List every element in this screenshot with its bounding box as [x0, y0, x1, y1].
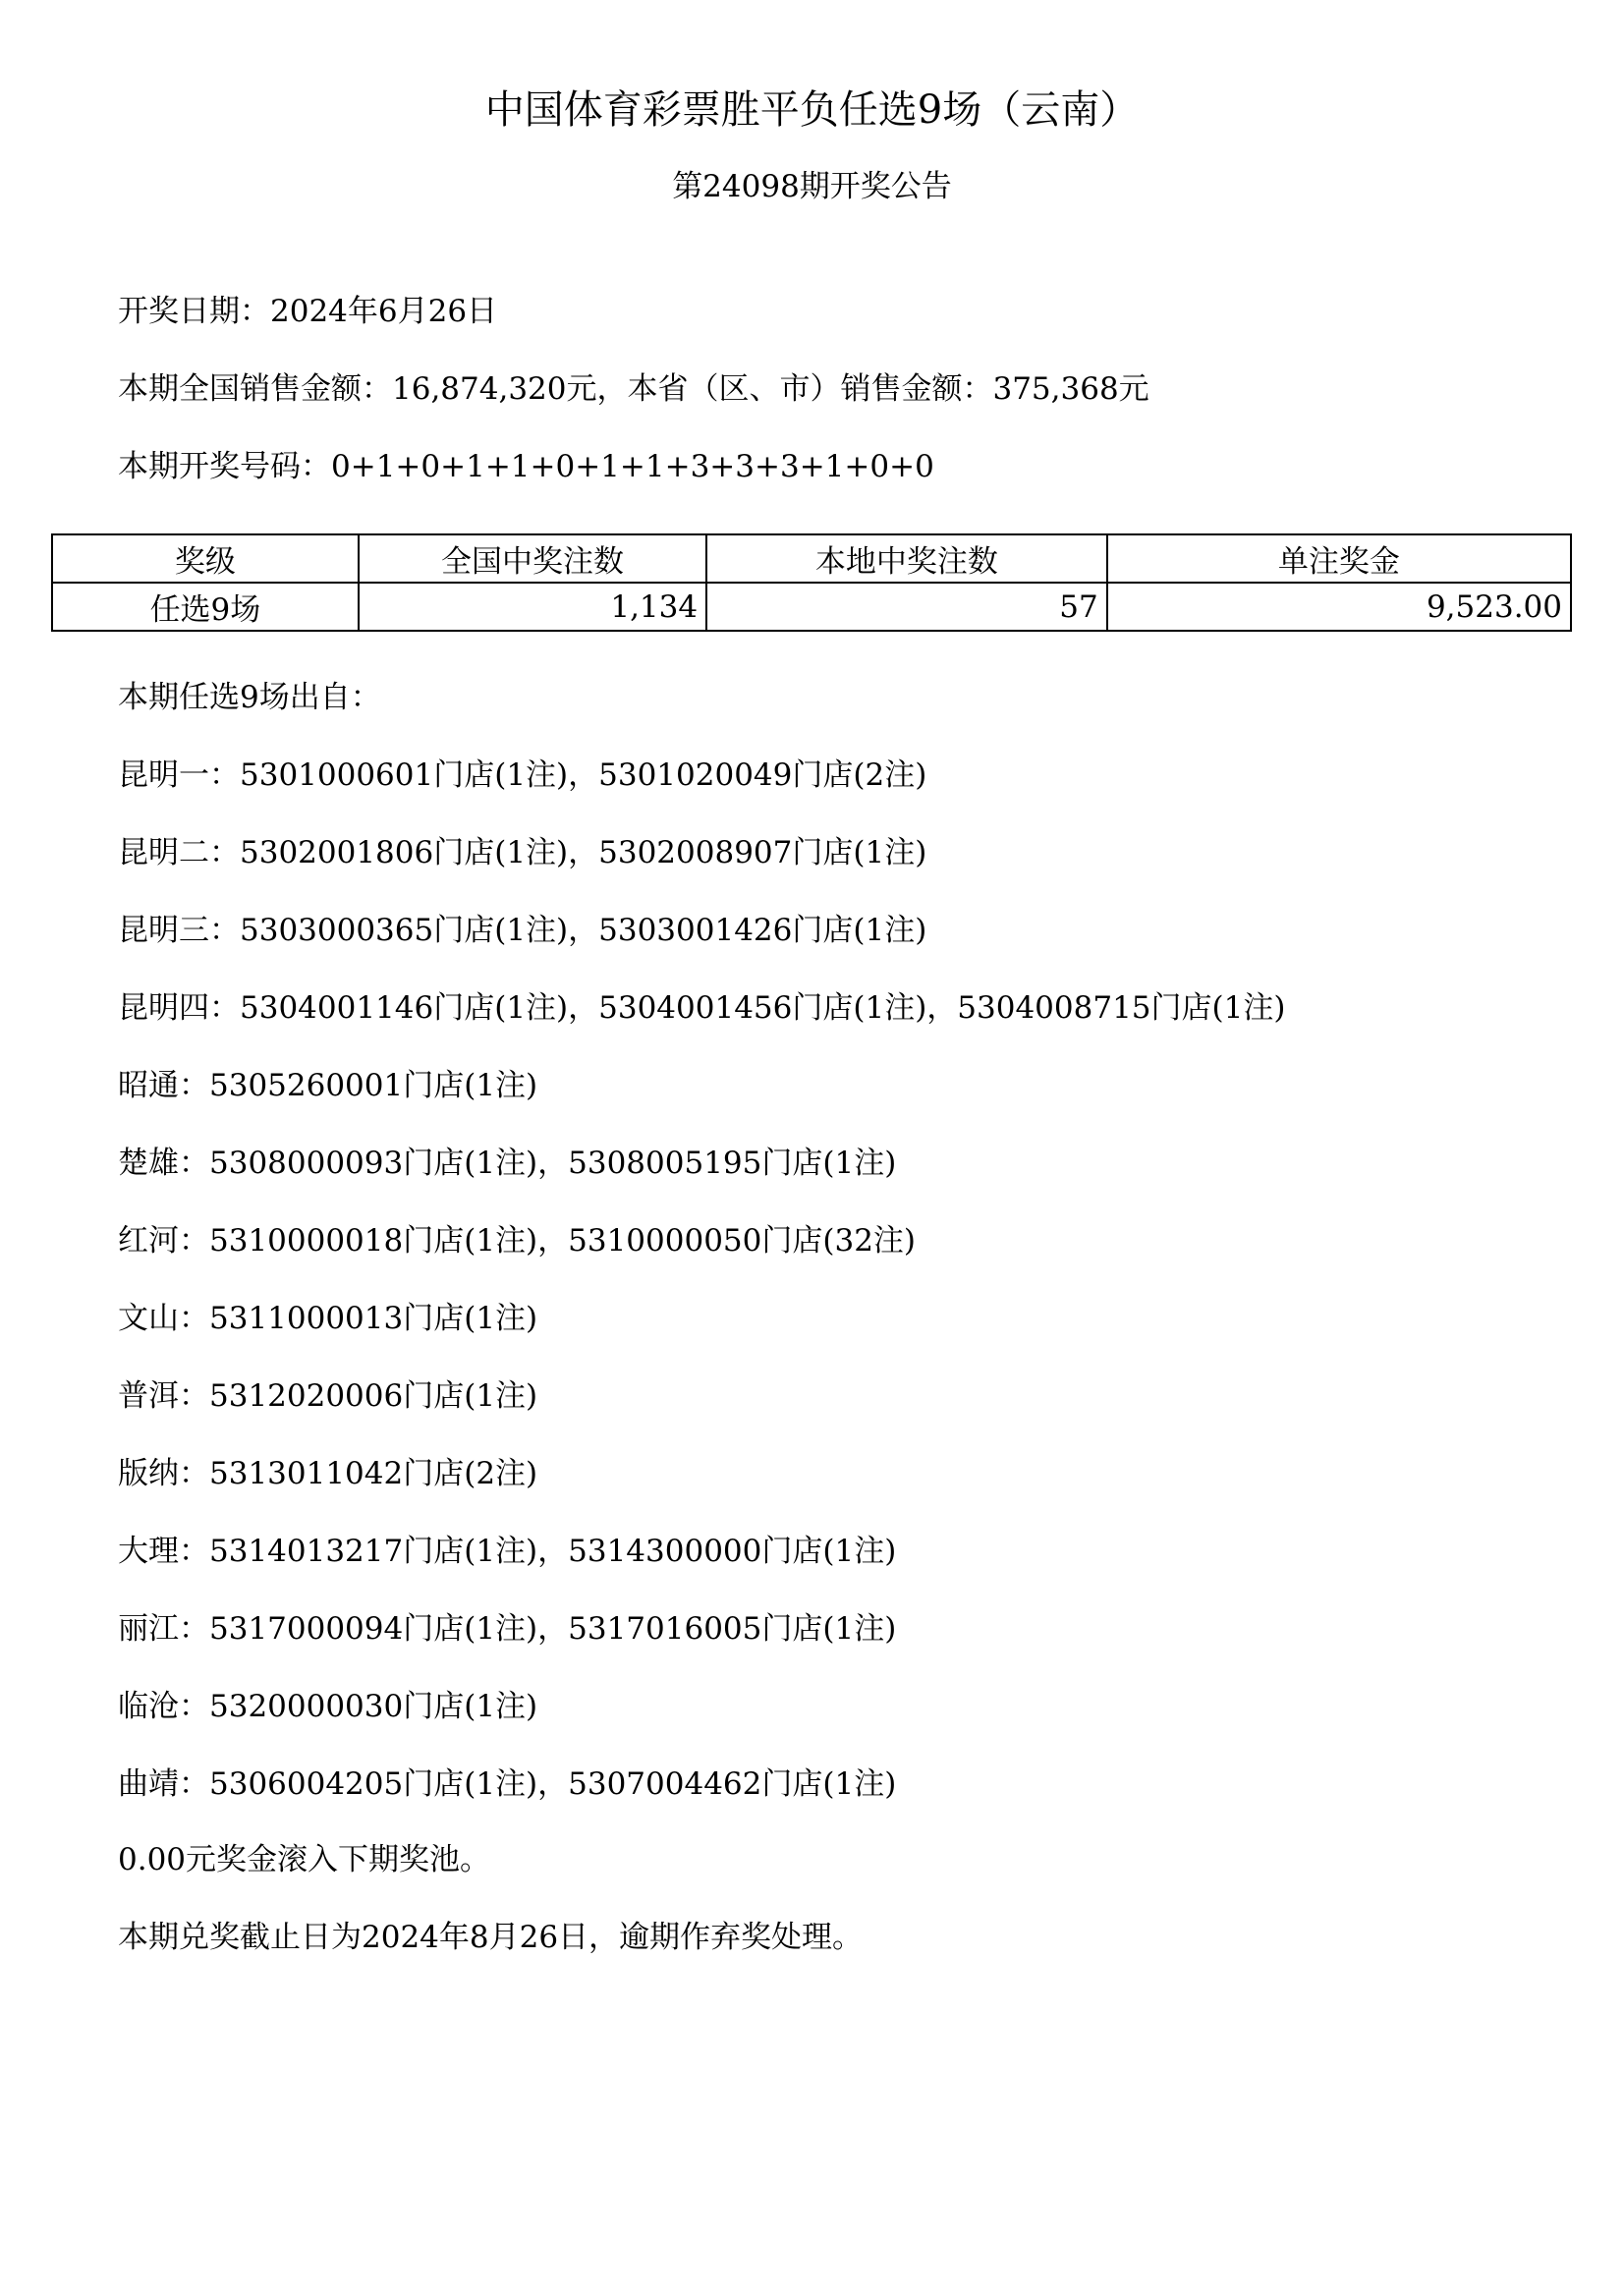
winner-line: 昆明二：5302001806门店(1注)，5302008907门店(1注): [118, 835, 927, 870]
winning-numbers-label: 本期开奖号码：: [118, 449, 331, 484]
cell-local-winners: 57: [706, 583, 1107, 631]
header-prize-amount: 单注奖金: [1107, 534, 1571, 583]
winner-line: 文山：5311000013门店(1注): [118, 1301, 538, 1336]
winner-line: 昆明四：5304001146门店(1注)，5304001456门店(1注)，5304008715门店(1注): [118, 990, 1286, 1026]
winner-line: 曲靖：5306004205门店(1注)，5307004462门店(1注): [118, 1766, 897, 1802]
sales-amount-line: 本期全国销售金额：16,874,320元，本省（区、市）销售金额：375,368元: [118, 371, 1149, 407]
winner-line: 红河：5310000018门店(1注)，5310000050门店(32注): [118, 1223, 917, 1259]
cell-national-winners: 1,134: [359, 583, 706, 631]
rollover-note: 0.00元奖金滚入下期奖池。: [118, 1842, 491, 1877]
prize-table-header-row: [52, 534, 1571, 583]
winner-line: 楚雄：5308000093门店(1注)，5308005195门店(1注): [118, 1146, 897, 1181]
draw-date-value: 2024年6月26日: [270, 294, 498, 329]
winner-line: 昆明三：5303000365门店(1注)，5303001426门店(1注): [118, 913, 927, 948]
winner-line: 丽江：5317000094门店(1注)，5317016005门店(1注): [118, 1611, 897, 1647]
winner-line: 昆明一：5301000601门店(1注)，5301020049门店(2注): [118, 757, 927, 793]
table-row: [52, 583, 1571, 631]
draw-date-label: 开奖日期：: [118, 294, 270, 329]
draw-date-line: [118, 292, 497, 331]
winning-numbers-value: 0+1+0+1+1+0+1+1+3+3+3+1+0+0: [331, 449, 934, 484]
header-national-winners: 全国中奖注数: [359, 534, 706, 583]
page-title: 中国体育彩票胜平负任选9场（云南）: [484, 87, 1140, 133]
cell-prize-level: 任选9场: [52, 583, 359, 631]
winner-line: 版纳：5313011042门店(2注): [118, 1456, 538, 1491]
claim-deadline-note: 本期兑奖截止日为2024年8月26日，逾期作弃奖处理。: [118, 1920, 864, 1955]
winner-line: 临沧：5320000030门店(1注): [118, 1689, 538, 1724]
prize-table: [51, 533, 1572, 632]
header-prize-level: 奖级: [52, 534, 359, 583]
winner-line: 昭通：5305260001门店(1注): [118, 1068, 538, 1103]
issue-subtitle: 第24098期开奖公告: [672, 169, 952, 204]
cell-prize-amount: 9,523.00: [1107, 583, 1571, 631]
header-local-winners: 本地中奖注数: [706, 534, 1107, 583]
winners-intro: 本期任选9场出自：: [118, 680, 381, 715]
winner-line: 普洱：5312020006门店(1注): [118, 1378, 538, 1414]
winning-numbers-line: [118, 447, 934, 486]
winner-line: 大理：5314013217门店(1注)，5314300000门店(1注): [118, 1534, 897, 1569]
